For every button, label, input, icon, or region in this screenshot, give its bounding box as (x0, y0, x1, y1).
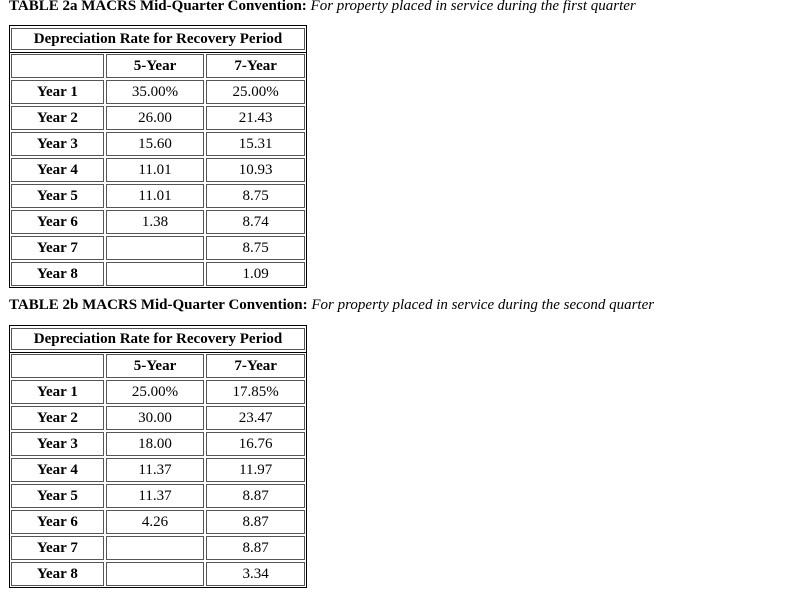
rate-5-year: 4.26 (106, 510, 205, 534)
rate-7-year: 1.09 (206, 262, 305, 286)
rate-7-year: 15.31 (206, 132, 305, 156)
rate-5-year: 30.00 (106, 406, 205, 430)
rate-7-year: 3.34 (206, 562, 305, 586)
year-label: Year 1 (11, 80, 104, 104)
table-title-row (10, 26, 306, 53)
rate-7-year: 8.74 (206, 210, 305, 234)
column-header-row (10, 53, 306, 79)
rate-5-year: 35.00% (106, 80, 205, 104)
column-header-7-year: 7-Year (206, 54, 305, 78)
table-2a-caption (9, 0, 636, 14)
column-header-7-year: 7-Year (206, 354, 305, 378)
table-2a (9, 25, 307, 288)
table-row (10, 235, 306, 261)
table-row (10, 261, 306, 287)
table-title: Depreciation Rate for Recovery Period (11, 328, 305, 350)
column-header-empty (11, 354, 104, 378)
rate-5-year: 26.00 (106, 106, 205, 130)
table-row (10, 379, 306, 405)
table-2b-caption (9, 297, 654, 313)
column-header-5-year: 5-Year (106, 354, 205, 378)
year-label: Year 6 (11, 210, 104, 234)
table-row (10, 509, 306, 535)
table-row (10, 131, 306, 157)
table-row (10, 405, 306, 431)
rate-5-year: 11.37 (106, 458, 205, 482)
table-2a-caption-label: TABLE 2a MACRS Mid-Quarter Convention: (9, 0, 307, 14)
rate-5-year: 18.00 (106, 432, 205, 456)
rate-5-year: 11.37 (106, 484, 205, 508)
rate-5-year (106, 236, 205, 260)
year-label: Year 8 (11, 562, 104, 586)
table-title: Depreciation Rate for Recovery Period (11, 28, 305, 50)
rate-5-year: 1.38 (106, 210, 205, 234)
table-row (10, 483, 306, 509)
table-row (10, 105, 306, 131)
year-label: Year 5 (11, 484, 104, 508)
rate-5-year (106, 262, 205, 286)
table-row (10, 431, 306, 457)
rate-5-year: 15.60 (106, 132, 205, 156)
table-row (10, 457, 306, 483)
table-title-row (10, 326, 306, 353)
year-label: Year 2 (11, 106, 104, 130)
year-label: Year 4 (11, 158, 104, 182)
year-label: Year 7 (11, 536, 104, 560)
column-header-empty (11, 54, 104, 78)
year-label: Year 3 (11, 432, 104, 456)
rate-7-year: 8.75 (206, 236, 305, 260)
rate-7-year: 8.87 (206, 484, 305, 508)
rate-7-year: 8.87 (206, 536, 305, 560)
rate-5-year (106, 562, 205, 586)
year-label: Year 1 (11, 380, 104, 404)
year-label: Year 8 (11, 262, 104, 286)
table-row (10, 157, 306, 183)
year-label: Year 4 (11, 458, 104, 482)
rate-7-year: 8.75 (206, 184, 305, 208)
rate-7-year: 16.76 (206, 432, 305, 456)
rate-7-year: 21.43 (206, 106, 305, 130)
table-2b-caption-description: For property placed in service during the second quarter (311, 297, 655, 313)
rate-7-year: 25.00% (206, 80, 305, 104)
year-label: Year 2 (11, 406, 104, 430)
rate-5-year (106, 536, 205, 560)
rate-5-year: 25.00% (106, 380, 205, 404)
rate-5-year: 11.01 (106, 158, 205, 182)
year-label: Year 7 (11, 236, 104, 260)
rate-7-year: 10.93 (206, 158, 305, 182)
table-row (10, 183, 306, 209)
table-row (10, 209, 306, 235)
rate-7-year: 8.87 (206, 510, 305, 534)
rate-7-year: 23.47 (206, 406, 305, 430)
table-2a-caption-description: For property placed in service during the first quarter (310, 0, 636, 14)
column-header-row (10, 353, 306, 379)
rate-7-year: 17.85% (206, 380, 305, 404)
table-row (10, 79, 306, 105)
column-header-5-year: 5-Year (106, 54, 205, 78)
year-label: Year 5 (11, 184, 104, 208)
table-2b (9, 325, 307, 588)
year-label: Year 3 (11, 132, 104, 156)
table-row (10, 535, 306, 561)
rate-7-year: 11.97 (206, 458, 305, 482)
table-2b-caption-label: TABLE 2b MACRS Mid-Quarter Convention: (9, 297, 308, 313)
year-label: Year 6 (11, 510, 104, 534)
rate-5-year: 11.01 (106, 184, 205, 208)
table-row (10, 561, 306, 587)
